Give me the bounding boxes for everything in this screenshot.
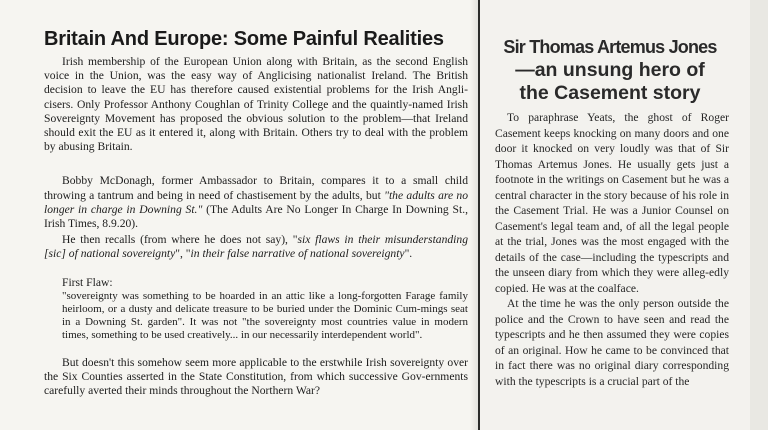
right-paragraph-1: To paraphrase Yeats, the ghost of Roger Casement keeps knocking on many doors and one door it knocked on very loudly was that of Sir Thomas Artemus Jones. He usually gets just a footnote in the writings on Casement but he was a central character in the story because of his role in the Casement Trial. He was a Junior Counsel on Casement's legal team and, of all the legal people at the trial, Jones was the most engaged with the details of the case—including the typescripts and the unseen diary from which they were alleg-edly copied. He was at the coalface. xyxy=(495,111,729,295)
p3-text-c: ". xyxy=(404,247,413,261)
p2-text-b: (The Adults Are No Longer In Charge In Downing St., Irish Times, 8.9.20). xyxy=(44,202,468,231)
right-title-line-3: the Casement story xyxy=(519,82,701,104)
p2-quote: "the adults are no longer in charge in Downing St." xyxy=(44,188,468,216)
left-paragraph-2 xyxy=(44,174,468,231)
p3-text-a: He then recalls (from where he does not say), " xyxy=(62,233,298,247)
right-title-line-2: —an unsung hero of xyxy=(515,59,705,81)
p2-text-a: Bobby McDonagh, former Ambassador to Britain, compares it to a small child throwing a tantrum and being in need of chastisement by the adults, but xyxy=(44,174,468,202)
right-title-line-1: Sir Thomas Artemus Jones xyxy=(503,37,717,57)
left-paragraph-3 xyxy=(44,233,468,261)
p3-quote-1: six flaws in their misunderstanding [sic] of national sovereignty xyxy=(44,233,468,261)
left-paragraph-1: Irish membership of the European Union along with Britain, as the second English voice in the Union, was the easy way of Anglicising nationalist Ireland. The British decision to leave the EU has therefore caused existential problems for the Irish Angli-cisers. Only Professor Anthony Coughlan of Trinity College and the quaintly-named Irish Sovereignty Movement has proposed the obvious solution to the problem—that Ireland should exit the EU as it entered it, along with Britain. Others try to deal with the problem by abusing Britain. xyxy=(44,55,468,154)
page-fold-shadow xyxy=(470,0,478,430)
p3-quote-2: in their false narrative of national sovereignty xyxy=(190,247,405,261)
right-article-body xyxy=(495,110,729,389)
right-article-title xyxy=(497,35,723,105)
p3-text-b: ", " xyxy=(175,247,191,261)
first-flaw-label: First Flaw: xyxy=(62,275,113,289)
left-article-title: Britain And Europe: Some Painful Realities xyxy=(44,28,444,50)
page-edge xyxy=(750,0,768,430)
left-article-body xyxy=(44,55,468,398)
first-flaw-quote: "sovereignty was something to be hoarded in an attic like a long-forgotten Farage family heirloom, or a dusty and delicate treasure to be buried under the Dominic Cum-mings seat in a Downing St. garden". It was not "the sovereignty most countries value in modern times, something to be used creatively... in our necessarily interdependent world". xyxy=(62,289,468,341)
left-paragraph-4: But doesn't this somehow seem more applicable to the erstwhile Irish sovereignty over the Six Counties asserted in the State Constitution, from which successive Gov-ernments carefully averted their minds throughout the Northern War? xyxy=(44,355,468,398)
right-paragraph-2: At the time he was the only person outside the police and the Crown to have seen and read the typescripts and he then assumed they were copies of an original. How he came to be convinced that in fact there was no original diary corresponding with the typescripts is a crucial part of the xyxy=(495,297,729,388)
